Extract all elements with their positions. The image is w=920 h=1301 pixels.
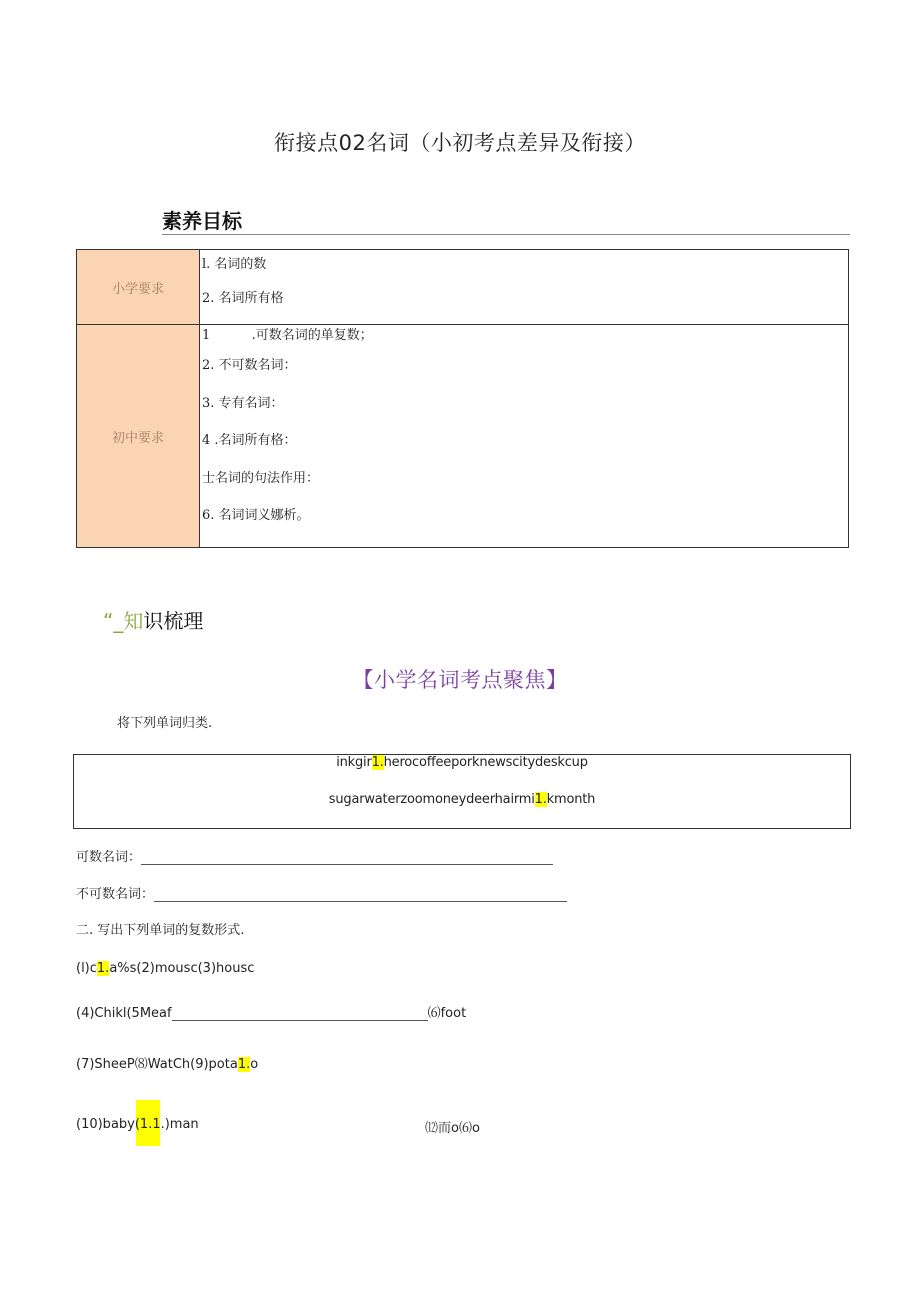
word-text: herocoffeeporknewscitydeskcup [383, 755, 588, 770]
section-divider [162, 234, 850, 235]
row-label-primary: 小学要求 [77, 250, 200, 325]
countable-row [76, 846, 553, 865]
plural-row-1 [76, 961, 254, 976]
list-item: 士名词的句法作用： [202, 470, 320, 486]
heading-rest: 识梳理 [143, 609, 204, 633]
uncountable-row [76, 883, 567, 902]
answer-text: a%s(2)mousc(3)housc [109, 961, 255, 976]
page-title: 衔接点02名词（小初考点差异及衔接） [274, 131, 646, 155]
row-label-middle: 初中要求 [77, 325, 200, 548]
instruction-text: 将下列单词归类. [117, 716, 213, 731]
highlight: 1. [371, 755, 384, 770]
highlight: 1. [237, 1057, 251, 1072]
word-line-1 [74, 755, 850, 770]
section-heading-knowledge [103, 605, 203, 634]
highlight: 1. [96, 961, 110, 976]
list-item: 4 .名词所有格： [202, 433, 297, 448]
answer-text: )man [164, 1117, 199, 1132]
list-item: 3. 专有名词： [202, 395, 284, 411]
countable-label: 可数名词： [76, 850, 142, 865]
heading-prefix: “_知 [103, 609, 144, 633]
word-text: kmonth [546, 792, 596, 807]
answer-line[interactable] [172, 1006, 428, 1021]
list-item: l. 名词的数 [202, 257, 267, 272]
answer-text: (4)Chikl(5Meaf [76, 1006, 172, 1021]
plural-row-3 [76, 1053, 258, 1072]
plural-row-4 [76, 1117, 199, 1132]
word-text: inkgir [336, 755, 372, 770]
highlight: 1. [534, 792, 547, 807]
uncountable-answer-line[interactable] [154, 887, 567, 902]
list-item: 2. 不可数名词： [202, 358, 297, 373]
table-row [77, 325, 849, 548]
subsection-title: 【小学名词考点聚焦】 [352, 668, 568, 692]
list-item: 2. 名词所有格 [202, 291, 284, 306]
highlight: 1.1. [139, 1117, 165, 1132]
plural-row-2 [76, 1002, 466, 1021]
answer-text: (7)SheeP⑻WatCh(9)pota [76, 1057, 238, 1072]
row-items-middle [200, 325, 849, 548]
uncountable-label: 不可数名词： [76, 887, 155, 902]
table-row [77, 250, 849, 325]
row-items-primary [200, 250, 849, 325]
list-item: 1 .可数名词的单复数； [202, 328, 373, 343]
word-text: sugarwaterzoomoneydeerhairmi [328, 792, 535, 807]
answer-text: ⑹foot [427, 1006, 467, 1021]
answer-text: (l)c [76, 961, 97, 976]
list-item: 6. 名词词义娜析。 [202, 508, 310, 523]
task-2-heading: 二. 写出下列单词的复数形式. [76, 923, 245, 938]
countable-answer-line[interactable] [141, 850, 553, 865]
answer-text: (10)baby( [76, 1117, 140, 1132]
plural-row-4-right: ⑿而o⑹o [425, 1121, 480, 1136]
answer-text: o [250, 1057, 259, 1072]
word-line-2 [74, 792, 850, 807]
requirements-table [76, 249, 849, 548]
section-heading-goals: 素养目标 [162, 209, 242, 233]
word-box [73, 754, 851, 829]
